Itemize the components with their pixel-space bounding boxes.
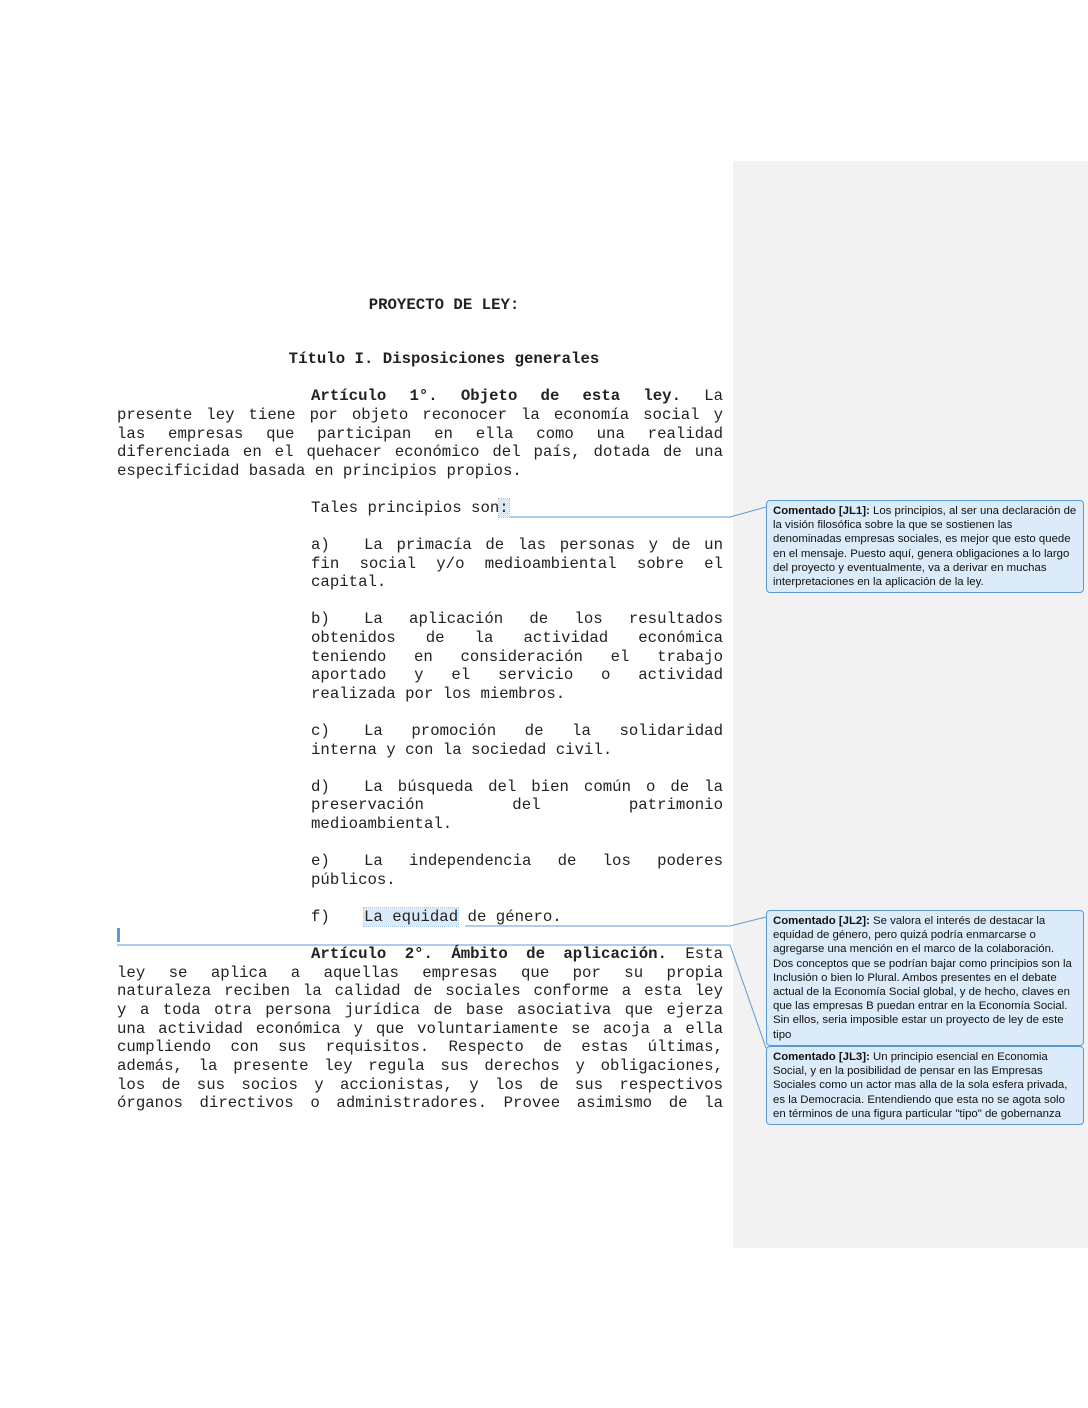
item-d-text: La búsqueda del bien común o de la bbox=[364, 778, 723, 796]
article1-line1-tail: La bbox=[704, 387, 723, 405]
article2-heading: Artículo 2°. Ámbito de aplicación. bbox=[311, 945, 667, 963]
leader-jl1 bbox=[510, 507, 766, 517]
article2-line1-tail: Esta bbox=[685, 945, 723, 963]
comment-jl2[interactable] bbox=[766, 910, 1084, 1046]
item-f-line bbox=[311, 908, 562, 927]
principles-intro-text: Tales principios son bbox=[311, 499, 500, 517]
item-a-line bbox=[311, 536, 723, 555]
comment-jl1[interactable] bbox=[766, 500, 1084, 593]
article1-heading: Artículo 1°. Objeto de esta ley. bbox=[311, 387, 681, 405]
comment-label: Comentado [JL2]: bbox=[773, 915, 870, 927]
article2-line: cumpliendo con sus requisitos. Respecto de estas últimas, bbox=[117, 1038, 723, 1056]
principles-colon-comment-anchor[interactable]: : bbox=[499, 499, 509, 517]
item-d-letter: d) bbox=[311, 778, 330, 796]
comment-label: Comentado [JL1]: bbox=[773, 505, 870, 517]
item-e-line: públicos. bbox=[311, 871, 396, 889]
article2-line: ley se aplica a aquellas empresas que por su propia bbox=[117, 964, 723, 982]
item-d-line: medioambiental. bbox=[311, 815, 453, 833]
item-b-letter: b) bbox=[311, 610, 330, 628]
item-c-line: interna y con la sociedad civil. bbox=[311, 741, 613, 759]
item-d-line bbox=[311, 778, 723, 797]
article2-line: los de sus socios y accionistas, y los de sus respectivos bbox=[117, 1076, 723, 1094]
comment-text: Se valora el interés de destacar la equidad de género, pero quizá podría enmarcarse o agregarse una mención en el marco de la colaboración. Dos conceptos que se podrían bajar como principios son la Inclusión o bien lo Plural. Ambos presentes en el debate actual de la Economía Social global, y de hecho, claves en que las empresas B puedan entrar en la Economía Social. Sin ellos, seria imposible estar un proyecto de ley de este tipo bbox=[773, 915, 1072, 1041]
article2-line: una actividad económica y que voluntariamente se acoja a ella bbox=[117, 1020, 723, 1038]
article1-line: presente ley tiene por objeto reconocer la economía social y bbox=[117, 406, 723, 424]
text-cursor-marker bbox=[117, 928, 120, 942]
page-title: PROYECTO DE LEY: bbox=[368, 296, 520, 314]
item-c-text: La promoción de la solidaridad bbox=[364, 722, 723, 740]
article1-first-line bbox=[311, 387, 723, 406]
item-e-text: La independencia de los poderes bbox=[364, 852, 723, 870]
article2-line: naturaleza reciben la calidad de sociales conforme a esta ley bbox=[117, 982, 723, 1000]
article1-line: especificidad basada en principios propios. bbox=[117, 462, 522, 480]
item-a-line: capital. bbox=[311, 573, 387, 591]
article1-line: las empresas que participan en ella como una realidad bbox=[117, 425, 723, 443]
item-c-letter: c) bbox=[311, 722, 330, 740]
article2-line: y a toda otra persona jurídica de base asociativa que ejerza bbox=[117, 1001, 723, 1019]
item-f-letter: f) bbox=[311, 908, 330, 926]
section-title: Título I. Disposiciones generales bbox=[288, 350, 600, 368]
item-a-letter: a) bbox=[311, 536, 330, 554]
item-b-line bbox=[311, 610, 723, 629]
comment-text: Los principios, al ser una declaración de la visión filosófica sobre la que se sostienen las denominadas empresas sociales, es mejor que esto quede en el mensaje. Puesto aquí, genera obligaciones a lo largo del proyecto y eventualmente, va a derivar en muchas interpretaciones en la aplicación de la ley. bbox=[773, 505, 1077, 589]
article2-first-line bbox=[311, 945, 723, 964]
item-a-text: La primacía de las personas y de un bbox=[364, 536, 723, 554]
item-d-line: preservación del patrimonio bbox=[311, 796, 723, 814]
comment-text: Un principio esencial en Economia Social, y en la posibilidad de pensar en las Empresas Sociales como un actor mas alla de la sola esfera privada, es la Democracia. Entendiendo que esta no se agota solo en términos de una figura particular "tipo" de gobernanza bbox=[773, 1051, 1068, 1120]
article2-line: órganos directivos o administradores. Provee asimismo de la bbox=[117, 1094, 723, 1112]
principles-intro bbox=[311, 499, 509, 518]
comment-label: Comentado [JL3]: bbox=[773, 1051, 870, 1063]
item-b-text: La aplicación de los resultados bbox=[364, 610, 723, 628]
item-a-line: fin social y/o medioambiental sobre el bbox=[311, 555, 723, 573]
article1-line: diferenciada en el quehacer económico del país, dotada de una bbox=[117, 443, 723, 461]
item-e-line bbox=[311, 852, 723, 871]
item-b-line: realizada por los miembros. bbox=[311, 685, 566, 703]
item-b-line: teniendo en consideración el trabajo bbox=[311, 648, 723, 666]
equidad-comment-anchor[interactable]: La equidad bbox=[364, 908, 459, 926]
item-e-letter: e) bbox=[311, 852, 330, 870]
article2-line: además, la presente ley regula sus derechos y obligaciones, bbox=[117, 1057, 723, 1075]
item-c-line bbox=[311, 722, 723, 741]
item-b-line: aportado y el servicio o actividad bbox=[311, 666, 723, 684]
comment-jl3[interactable] bbox=[766, 1046, 1084, 1125]
item-b-line: obtenidos de la actividad económica bbox=[311, 629, 723, 647]
item-f-rest: de género. bbox=[458, 908, 562, 926]
